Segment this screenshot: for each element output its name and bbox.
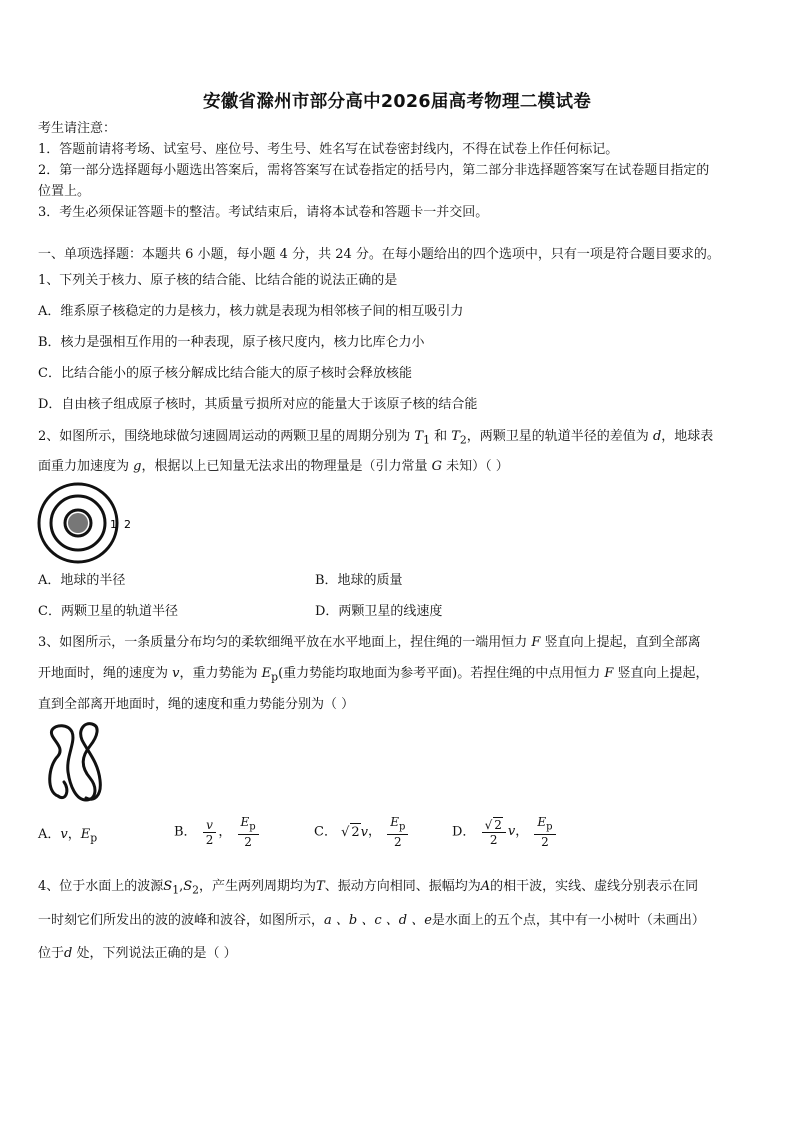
orbit-label-2: 2 (124, 518, 131, 531)
q2-stem-line1 (38, 428, 713, 450)
q3-d-frac-1: $\frac{√ 2}{2}$ (482, 817, 506, 847)
q3-text: (重力势能均取地面为参考平面)。若捏住绳的中点用恒力 (278, 666, 605, 681)
q3-v: v (172, 666, 180, 681)
q4-text: 一时刻它们所发出的波的波峰和波谷，如图所示， (38, 913, 325, 928)
q3-option-d (452, 815, 558, 849)
q4-text: 的相干波，实线、虚线分别表示在同 (490, 879, 699, 894)
q2-T1: T (414, 429, 424, 444)
notice-item-3: 3．考生必须保证答题卡的整洁。考试结束后，请将本试卷和答题卡一并交回。 (38, 205, 489, 220)
q3-stem-line2 (38, 665, 709, 687)
q2-option-b: B．地球的质量 (315, 573, 403, 588)
orbit-label-1: 1 (110, 518, 117, 531)
q4-stem-line1 (38, 878, 698, 900)
q4-A: A (480, 879, 491, 894)
q1-option-a: A．维系原子核稳定的力是核力，核力就是表现为相邻核子间的相互吸引力 (38, 304, 464, 319)
q2-T1-sub: 1 (423, 433, 430, 447)
q3-a-sep: ， (67, 827, 81, 842)
q2-option-a: A．地球的半径 (38, 573, 126, 588)
frac-den: 2 (244, 835, 252, 850)
q3-d-v: v (507, 824, 516, 840)
q4-S2-sub: 2 (192, 883, 200, 897)
q2-d: d (652, 429, 662, 444)
q4-points: a 、b 、c 、d 、e (324, 913, 432, 928)
q1-stem: 1、下列关于核力、原子核的结合能、比结合能的说法正确的是 (38, 273, 398, 288)
frac-num-sub: p (398, 821, 406, 833)
q4-text: ，产生两列周期均为 (199, 879, 317, 894)
q3-option-label: C． (314, 824, 337, 840)
frac-den: 2 (205, 832, 214, 847)
q2-T2-sub: 2 (459, 433, 467, 447)
q3-text: 竖直向上提起，直到全部离 (540, 635, 701, 650)
q4-d: d (64, 946, 73, 961)
frac-num: E (240, 815, 250, 829)
q2-orbit-figure (36, 482, 136, 564)
rope-end (58, 782, 67, 798)
q3-option-c: C． √ 2v， $\frac{E_p}{2}$ (314, 815, 410, 849)
q3-c-v: v (360, 824, 369, 840)
q4-T: T (316, 879, 325, 894)
q4-stem-line3 (38, 945, 237, 963)
q3-option-b (174, 815, 261, 849)
q2-g: g (133, 459, 142, 474)
q3-option-label: D． (452, 824, 476, 840)
rope-curve (50, 724, 101, 800)
page-title: 安徽省滁州市部分高中2026届高考物理二模试卷 (202, 92, 592, 112)
q3-text: 开地面时，绳的速度为 (38, 666, 173, 681)
q2-text: 2、如图所示，围绕地球做匀速圆周运动的两颗卫星的周期分别为 (38, 429, 415, 444)
notice-heading: 考生请注意： (38, 121, 117, 136)
q3-c-sep: ， (368, 824, 382, 840)
q3-F2: F (604, 666, 614, 681)
q3-a-E: E (80, 827, 91, 842)
q2-option-c: C．两颗卫星的轨道半径 (38, 604, 178, 619)
q3-b-frac-2 (238, 815, 259, 849)
q3-c-frac (387, 815, 408, 849)
q2-text: ，两颗卫星的轨道半径的差值为 (466, 429, 653, 444)
frac-num: E (390, 815, 399, 829)
q2-text: 未知）（ ） (442, 459, 509, 474)
q1-option-c: C．比结合能小的原子核分解成比结合能大的原子核时会释放核能 (38, 366, 412, 381)
q3-stem-line3: 直到全部离开地面时，绳的速度和重力势能分别为（ ） (38, 697, 355, 712)
q3-b-frac-1 (203, 818, 217, 847)
frac-num-sub: p (249, 821, 256, 833)
q3-Ep: E (261, 666, 272, 681)
q3-option-label: A． (38, 827, 61, 842)
section-heading: 一、单项选择题：本题共 6 小题，每小题 4 分，共 24 分。在每小题给出的四个选项中，只有一项是符合题目要求的。 (38, 247, 720, 262)
q3-text: ，重力势能为 (179, 666, 262, 681)
frac-num: v (203, 818, 217, 833)
q2-G: G (431, 459, 442, 474)
q4-comma: , (179, 879, 184, 894)
earth-icon (68, 513, 88, 533)
frac-num: 2 (494, 818, 502, 833)
q4-text: 是水面上的五个点，其中有一小树叶（未画出） (431, 913, 705, 928)
notice-item-2-cont: 位置上。 (38, 184, 91, 199)
q3-a-E-sub: p (90, 831, 98, 845)
q2-text: 面重力加速度为 (38, 459, 134, 474)
q2-option-d: D．两颗卫星的线速度 (315, 604, 443, 619)
q4-text: 位于 (38, 946, 65, 961)
q4-stem-line2 (38, 912, 705, 930)
q4-S1-sub: 1 (172, 883, 180, 897)
frac-den: 2 (489, 833, 498, 848)
q4-S1: S (163, 879, 173, 894)
q3-d-frac-2 (534, 815, 555, 849)
q3-F: F (531, 635, 541, 650)
q3-a-v: v (60, 827, 68, 842)
q3-stem-line1 (38, 634, 701, 652)
frac-num-sub: p (546, 821, 553, 833)
q3-c-radicand: 2 (351, 824, 360, 840)
q2-stem-line2 (38, 458, 509, 476)
q3-d-sep: ， (515, 824, 529, 840)
frac-den: 2 (541, 835, 549, 850)
q3-b-sep: ， (218, 824, 232, 840)
q2-text: ，根据以上已知量无法求出的物理量是（引力常量 (141, 459, 432, 474)
q3-text: 竖直向上提起， (613, 666, 709, 681)
q4-text: 处，下列说法正确的是（ ） (72, 946, 237, 961)
q2-text: ，地球表 (661, 429, 714, 444)
frac-num: E (537, 815, 547, 829)
q3-option-a (38, 826, 97, 848)
q4-text: 4、位于水面上的波源 (38, 879, 164, 894)
notice-item-2: 2．第一部分选择题每小题选出答案后，需将答案写在试卷指定的括号内，第二部分非选择题答案写在试卷题目指定的 (38, 163, 710, 178)
q3-option-label: B． (174, 824, 197, 840)
q2-T2: T (451, 429, 460, 444)
q3-rope-figure (40, 722, 112, 804)
q1-option-d: D．自由核子组成原子核时，其质量亏损所对应的能量大于该原子核的结合能 (38, 397, 478, 412)
q4-text: 、振动方向相同、振幅均为 (324, 879, 481, 894)
frac-den: 2 (393, 835, 402, 850)
q2-text: 和 (429, 429, 452, 444)
q3-Ep-sub: p (271, 670, 279, 684)
q3-text: 3、如图所示，一条质量分布均匀的柔软细绳平放在水平地面上，捏住绳的一端用恒力 (38, 635, 532, 650)
q4-S2: S (183, 879, 193, 894)
q1-option-b: B．核力是强相互作用的一种表现，原子核尺度内，核力比库仑力小 (38, 335, 425, 350)
notice-item-1: 1．答题前请将考场、试室号、座位号、考生号、姓名写在试卷密封线内，不得在试卷上作任何标记。 (38, 142, 619, 157)
